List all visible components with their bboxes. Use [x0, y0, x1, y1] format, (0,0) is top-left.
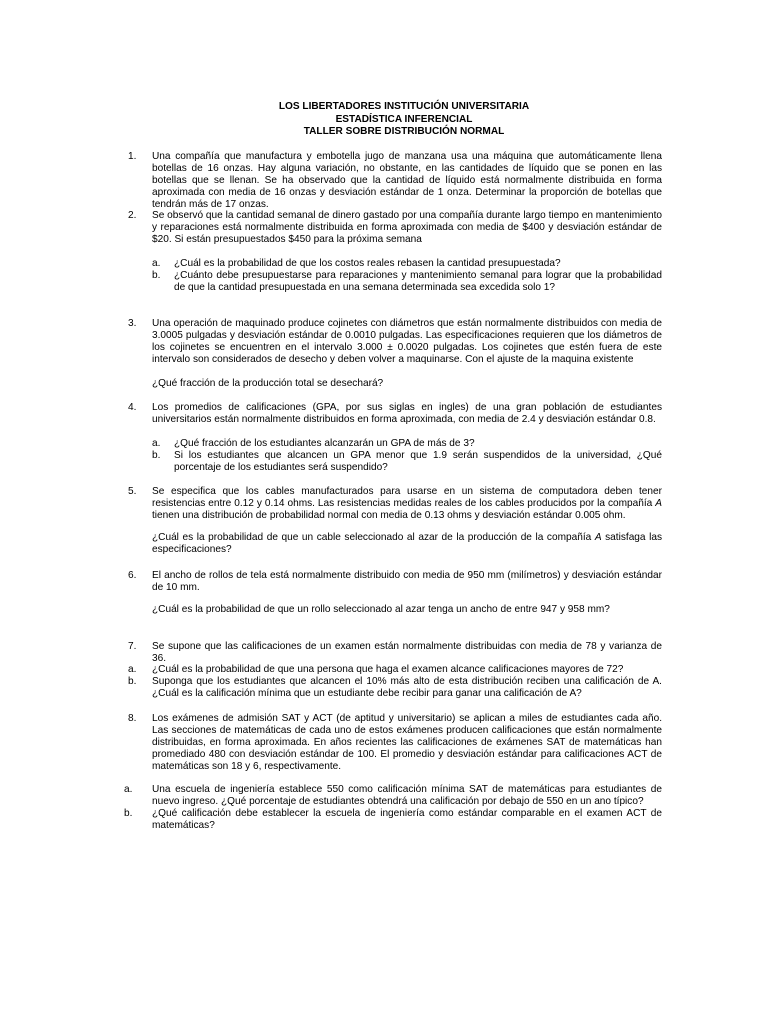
subquestion-label: a. — [128, 664, 137, 675]
question-prompt: ¿Qué fracción de la producción total se desechará? — [152, 378, 384, 389]
question-text: Una compañía que manufactura y embotella jugo de manzana usa una máquina que automáticamente llena botellas de 16 onzas. Hay alguna variación, no obstante, en las cantidades de líquido que se ponen en las botellas que se llenan. Se ha observado que la cantidad de líquido está normalmente distribuida en forma aproximada con media de 16 onzas y desviación estándar de 1 onza. Determinar la proporción de botellas que tendrán más de 17 onzas. — [152, 151, 662, 210]
question-number: 7. — [128, 641, 137, 652]
question-number: 3. — [128, 318, 137, 329]
question-text: Los exámenes de admisión SAT y ACT (de aptitud y universitario) se aplican a miles de estudiantes cada año. Las secciones de matemáticas de cada uno de estos exámenes producen calificaciones que están normalmente distribuidas, en forma aproximada. En años recientes las calificaciones de exámenes SAT de matemáticas han promediado 480 con desviación estándar de 100. El promedio y desviación estándar para calificaciones ACT de matemáticas son 18 y 6, respectivamente. — [152, 713, 662, 772]
question-text: Los promedios de calificaciones (GPA, por sus siglas en ingles) de una gran población de estudiantes universitarios están normalmente distribuidos en forma aproximada, con media de 2.4 y desviación estándar 0.8. — [152, 402, 662, 425]
subquestion-label: b. — [152, 450, 161, 461]
worksheet-title: TALLER SOBRE DISTRIBUCIÓN NORMAL — [303, 126, 505, 137]
subquestion-text: ¿Cuál es la probabilidad de que los costos reales rebasen la cantidad presupuestada? — [174, 258, 561, 269]
subquestion-text: Suponga que los estudiantes que alcancen el 10% más alto de esta distribución reciben una calificación de A. ¿Cuál es la calificación mínima que un estudiante debe recibir para ganar una calificación de A? — [152, 676, 662, 699]
question-text: Se supone que las calificaciones de un examen están normalmente distribuidas con media de 78 y varianza de 36. — [152, 641, 662, 664]
question-number: 5. — [128, 486, 137, 497]
question-prompt: ¿Cuál es la probabilidad de que un cable seleccionado al azar de la producción de la compañía A satisfaga las especificaciones? — [152, 532, 663, 555]
question-number: 1. — [128, 151, 137, 162]
company-a-label: A — [655, 498, 662, 509]
question-text: Se especifica que los cables manufacturados para usarse en un sistema de computadora deben tener resistencias entre 0.12 y 0.14 ohms. Las resistencias medidas reales de los cables producidos por la compañía A tienen una distribución de probabilidad normal con media de 0.13 ohms y desviación estándar 0.005 ohm. — [152, 486, 662, 521]
subquestion-label: b. — [128, 676, 137, 687]
institution-title: LOS LIBERTADORES INSTITUCIÓN UNIVERSITARIA — [278, 101, 530, 112]
question-text: Se observó que la cantidad semanal de dinero gastado por una compañía durante largo tiempo en mantenimiento y reparaciones está normalmente distribuida en forma aproximada con media de $400 y desviación estándar de $20. Si están presupuestados $450 para la próxima semana — [152, 210, 662, 245]
question-text: El ancho de rollos de tela está normalmente distribuido con media de 950 mm (milímetros) y desviación estándar de 10 mm. — [152, 570, 662, 593]
subquestion-text: ¿Qué calificación debe establecer la escuela de ingeniería como estándar comparable en el examen ACT de matemáticas? — [152, 808, 662, 831]
subquestion-text: Una escuela de ingeniería establece 550 como calificación mínima SAT de matemáticas para estudiantes de nuevo ingreso. ¿Qué porcentaje de estudiantes obtendrá una calificación por debajo de 550 en un ano típico? — [152, 784, 662, 807]
question-text: Una operación de maquinado produce cojinetes con diámetros que están normalmente distribuidos con media de 3.0005 pulgadas y desviación estándar de 0.0010 pulgadas. Las especificaciones requieren que los diámetros de los cojinetes se encuentren en el intervalo 3.000 ± 0.0020 pulgadas. Los cojinetes que estén fuera de este intervalo son considerados de desecho y deben volver a maquinarse. Con el ajuste de la maquina existente — [152, 318, 662, 365]
subquestion-label: b. — [152, 270, 161, 281]
course-title: ESTADÍSTICA INFERENCIAL — [335, 113, 473, 125]
question-number: 2. — [128, 210, 137, 221]
subquestion-label: a. — [124, 784, 133, 795]
subquestion-label: a. — [152, 438, 161, 449]
subquestion-label: b. — [124, 808, 133, 819]
document-header — [0, 101, 768, 139]
subquestion-label: a. — [152, 258, 161, 269]
subquestion-text: ¿Qué fracción de los estudiantes alcanzarán un GPA de más de 3? — [174, 438, 475, 449]
question-number: 6. — [128, 570, 137, 581]
subquestion-text: Si los estudiantes que alcancen un GPA menor que 1.9 serán suspendidos de la universidad, ¿Qué porcentaje de los estudiantes será suspendido? — [174, 450, 662, 473]
company-a-label: A — [594, 532, 602, 543]
question-number: 8. — [128, 713, 137, 724]
subquestion-text: ¿Cuánto debe presupuestarse para reparaciones y mantenimiento semanal para lograr que la probabilidad de que la cantidad presupuestada en una semana determinada sea excedida solo 1? — [174, 270, 662, 293]
subquestion-text: ¿Cuál es la probabilidad de que una persona que haga el examen alcance calificaciones mayores de 72? — [152, 664, 624, 675]
question-prompt: ¿Cuál es la probabilidad de que un rollo seleccionado al azar tenga un ancho de entre 947 y 958 mm? — [152, 604, 610, 615]
question-number: 4. — [128, 402, 137, 413]
